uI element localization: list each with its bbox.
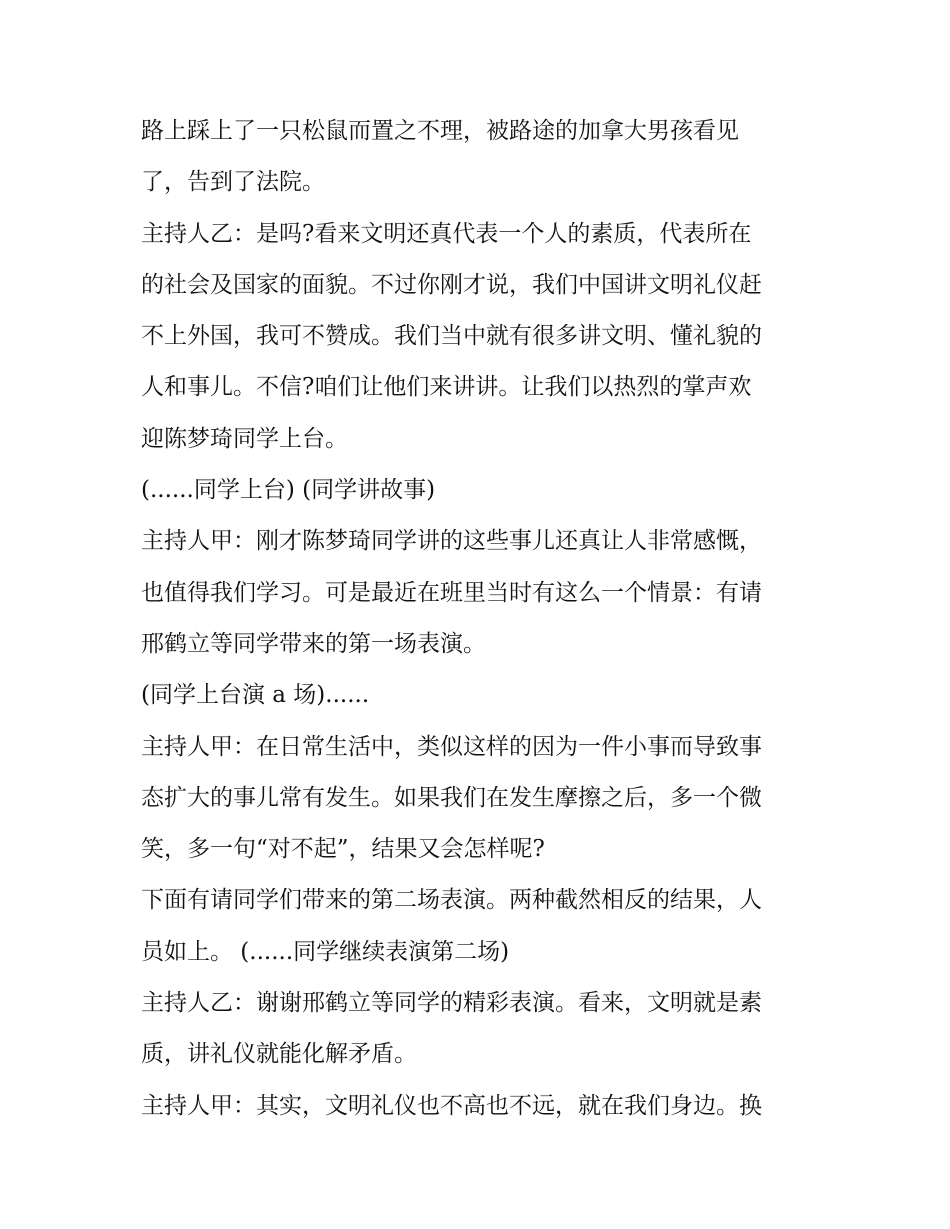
text-line: 迎陈梦琦同学上台。 <box>141 425 348 452</box>
text-line: 主持人乙：是吗?看来文明还真代表一个人的素质，代表所在 <box>141 220 752 247</box>
text-line: 不上外国，我可不赞成。我们当中就有很多讲文明、懂礼貌的 <box>141 323 762 350</box>
text-line: 员如上。 (......同学继续表演第二场) <box>141 938 510 965</box>
text-line: (同学上台演 a 场)...... <box>141 682 370 709</box>
text-line: 态扩大的事儿常有发生。如果我们在发生摩擦之后，多一个微 <box>141 784 762 811</box>
text-line: (......同学上台) (同学讲故事) <box>141 477 436 504</box>
text-line: 也值得我们学习。可是最近在班里当时有这么一个情景：有请 <box>141 579 762 606</box>
text-line: 下面有请同学们带来的第二场表演。两种截然相反的结果，人 <box>141 887 762 914</box>
document-body <box>141 106 821 1132</box>
text-line: 主持人甲：在日常生活中，类似这样的因为一件小事而导致事 <box>141 733 762 760</box>
text-line: 主持人乙：谢谢邢鹤立等同学的精彩表演。看来，文明就是素 <box>141 990 762 1017</box>
text-line: 主持人甲：其实，文明礼仪也不高也不远，就在我们身边。换 <box>141 1092 762 1119</box>
text-line: 邢鹤立等同学带来的第一场表演。 <box>141 630 486 657</box>
text-line: 的社会及国家的面貌。不过你刚才说，我们中国讲文明礼仪赶 <box>141 271 762 298</box>
text-line: 路上踩上了一只松鼠而置之不理，被路途的加拿大男孩看见 <box>141 118 739 144</box>
text-line: 人和事儿。不信?咱们让他们来讲讲。让我们以热烈的掌声欢 <box>141 374 752 401</box>
text-line: 主持人甲：刚才陈梦琦同学讲的这些事儿还真让人非常感慨， <box>141 528 762 555</box>
text-line: 笑，多一句“对不起”，结果又会怎样呢? <box>141 836 545 863</box>
text-line: 质，讲礼仪就能化解矛盾。 <box>141 1041 417 1068</box>
text-line: 了，告到了法院。 <box>141 169 325 196</box>
